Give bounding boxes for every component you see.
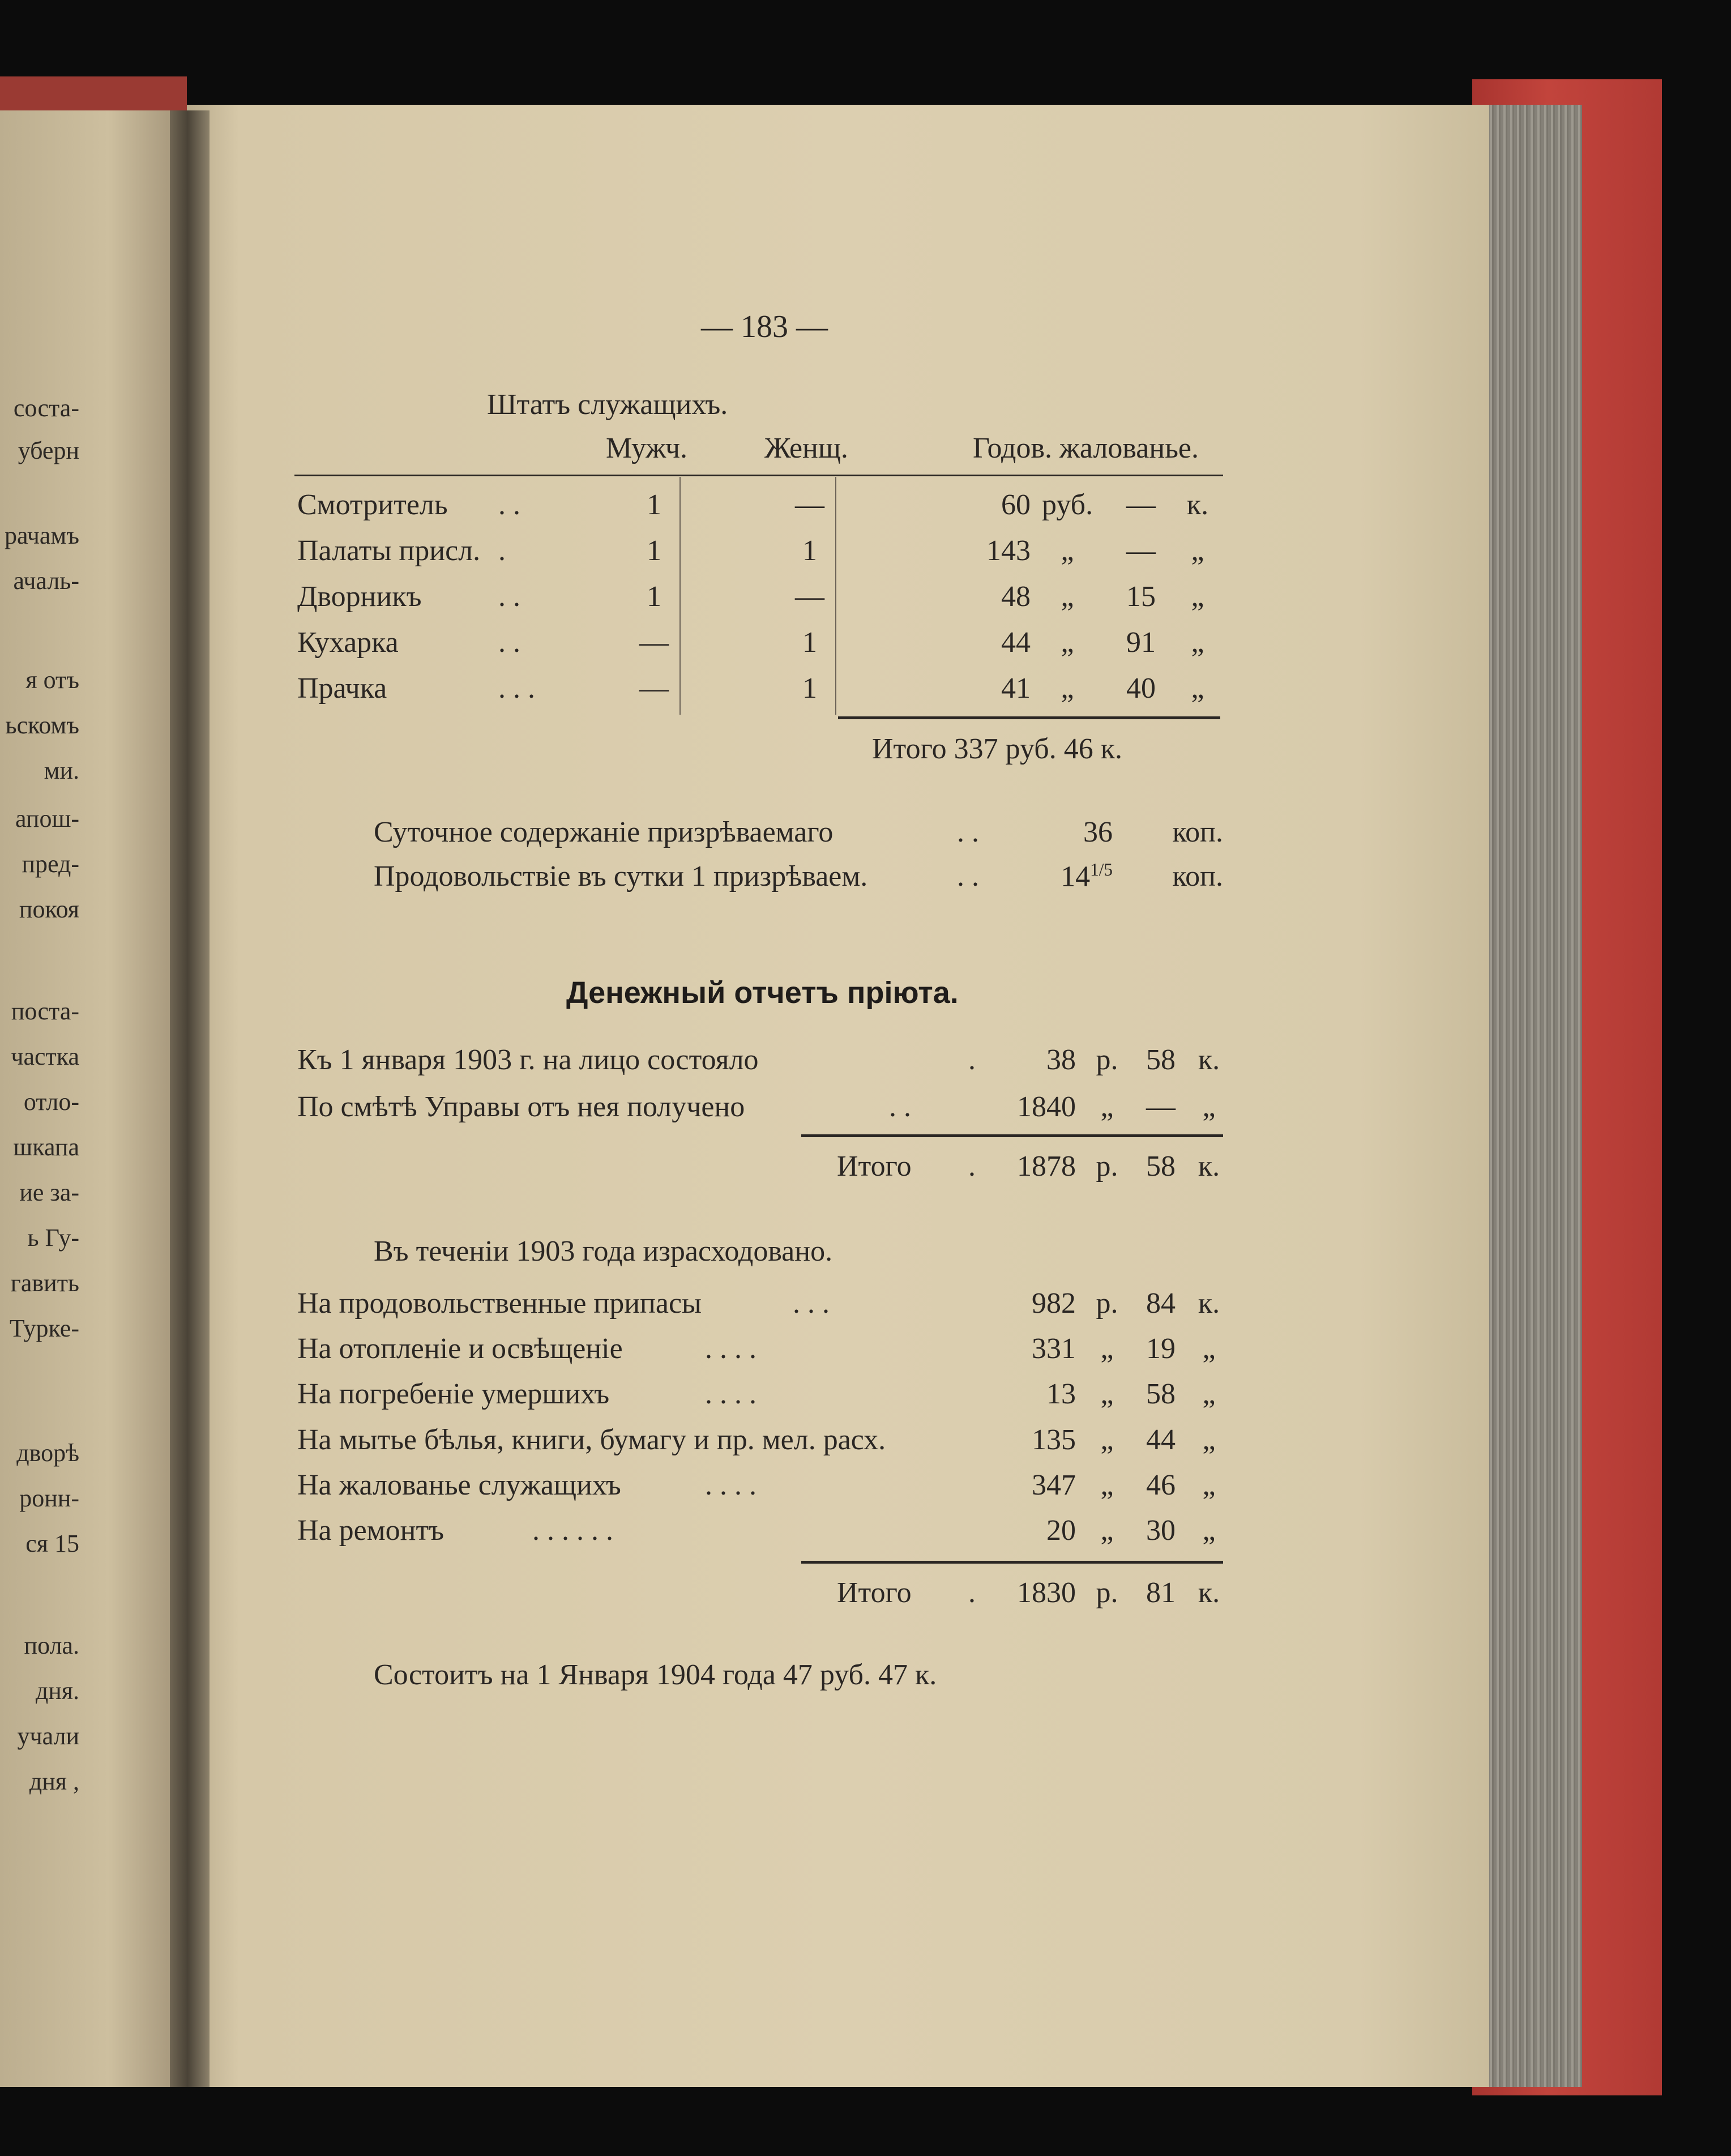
- left-page-line: дня ,: [29, 1768, 79, 1795]
- staff-col-salary: Годов. жалованье.: [973, 432, 1199, 464]
- staff-title: Штатъ служащихъ.: [487, 388, 728, 421]
- expense-row-kop-unit: „: [1202, 1514, 1216, 1547]
- staff-row-rub: 41: [1001, 672, 1031, 705]
- page-number: — 183 —: [701, 309, 828, 344]
- income-row-kop-unit: „: [1202, 1091, 1216, 1123]
- income-row-label: По смѣтѣ Управы отъ нея получено: [297, 1091, 745, 1123]
- staff-row-dots: .: [498, 535, 506, 567]
- staff-row-kop-unit: „: [1191, 535, 1204, 567]
- left-page-line: ачаль-: [13, 567, 79, 595]
- income-row-label: Къ 1 января 1903 г. на лицо состояло: [297, 1044, 759, 1076]
- expense-row-rub: 20: [1046, 1514, 1076, 1547]
- income-total-label: Итого: [837, 1150, 912, 1182]
- book-gutter: [170, 110, 210, 2087]
- left-page-line: дворѣ: [16, 1439, 79, 1467]
- left-page-line: ие за-: [19, 1179, 79, 1206]
- expense-row-rub: 331: [1032, 1333, 1076, 1365]
- staff-row-men: 1: [647, 580, 661, 613]
- expense-row-label: На погребеніе умершихъ: [297, 1378, 610, 1410]
- expense-total-label: Итого: [837, 1577, 912, 1609]
- income-row-kop-unit: к.: [1198, 1044, 1220, 1076]
- expense-row-kop: 84: [1146, 1287, 1176, 1320]
- staff-row-label: Кухарка: [297, 626, 399, 659]
- income-row-dots: . .: [889, 1091, 911, 1123]
- daily-value-fraction: 1/5: [1090, 860, 1113, 880]
- expense-total-rule: [801, 1561, 1223, 1564]
- expense-intro: Въ теченіи 1903 года израсходовано.: [374, 1235, 833, 1267]
- income-total-dot: .: [968, 1150, 976, 1182]
- expense-row-kop: 19: [1146, 1333, 1176, 1365]
- staff-row-kop-unit: „: [1191, 672, 1204, 705]
- staff-row-men: —: [639, 626, 669, 659]
- left-page-line: Турке-: [9, 1314, 79, 1342]
- expense-row-kop-unit: „: [1202, 1469, 1216, 1501]
- staff-row-kop: —: [1126, 535, 1156, 567]
- expense-row-dots: . . . .: [705, 1469, 756, 1501]
- staff-row-rub: 48: [1001, 580, 1031, 613]
- expense-row-kop-unit: к.: [1198, 1287, 1220, 1320]
- staff-row-kop-unit: к.: [1186, 489, 1209, 521]
- expense-row-rub: 347: [1032, 1469, 1076, 1501]
- left-page: [0, 110, 181, 2087]
- staff-row-rub: 44: [1001, 626, 1031, 659]
- left-page-line: соста-: [13, 394, 79, 422]
- left-page-line: пред-: [22, 850, 79, 878]
- left-page-line: ми.: [44, 757, 79, 784]
- daily-unit: коп.: [1172, 860, 1223, 893]
- expense-row-kop-unit: „: [1202, 1333, 1216, 1365]
- staff-row-men: 1: [647, 489, 661, 521]
- expense-row-kop: 58: [1146, 1378, 1176, 1410]
- staff-row-rub-unit: руб.: [1042, 489, 1093, 521]
- expense-row-rub: 135: [1032, 1424, 1076, 1456]
- income-total-rub: 1878: [1017, 1150, 1076, 1182]
- income-row-kop: 58: [1146, 1044, 1176, 1076]
- daily-value-number: 36: [1083, 816, 1113, 848]
- staff-row-rub-unit: „: [1061, 672, 1074, 705]
- left-page-line: уберн: [18, 437, 79, 464]
- staff-row-rub-unit: „: [1061, 580, 1074, 613]
- left-page-line: поста-: [11, 997, 79, 1025]
- left-page-line: дня.: [35, 1677, 79, 1705]
- income-total-rub-unit: р.: [1096, 1150, 1118, 1182]
- left-page-line: ьскомъ: [5, 711, 79, 739]
- expense-total-rub-unit: р.: [1096, 1577, 1118, 1609]
- left-page-line: пола.: [24, 1632, 79, 1659]
- expense-total-dot: .: [968, 1577, 976, 1609]
- staff-row-rub: 143: [986, 535, 1031, 567]
- expense-total-rub: 1830: [1017, 1577, 1076, 1609]
- expense-row-dots: . . . .: [705, 1378, 756, 1410]
- expense-row-rub-unit: „: [1100, 1378, 1114, 1410]
- staff-row-kop-unit: „: [1191, 580, 1204, 613]
- staff-row-rub-unit: „: [1061, 535, 1074, 567]
- left-page-line: ронн-: [19, 1484, 79, 1512]
- staff-row-label: Смотритель: [297, 489, 448, 521]
- expense-total-kop: 81: [1146, 1577, 1176, 1609]
- expense-row-rub-unit: „: [1100, 1469, 1114, 1501]
- income-total-rule: [801, 1134, 1223, 1137]
- staff-row-women: 1: [802, 626, 817, 659]
- income-row-rub: 38: [1046, 1044, 1076, 1076]
- daily-unit: коп.: [1172, 816, 1223, 848]
- left-page-line: апош-: [15, 805, 79, 832]
- expense-row-label: На продовольственные припасы: [297, 1287, 702, 1320]
- daily-dots: . .: [957, 860, 979, 893]
- income-total-kop-unit: к.: [1198, 1150, 1220, 1182]
- staff-row-women: 1: [802, 535, 817, 567]
- staff-row-men: 1: [647, 535, 661, 567]
- staff-row-rub: 60: [1001, 489, 1031, 521]
- left-page-line: рачамъ: [4, 522, 79, 549]
- staff-row-label: Палаты присл.: [297, 535, 481, 567]
- daily-value: [1042, 816, 1113, 849]
- left-page-line: я отъ: [25, 666, 79, 694]
- staff-row-dots: . .: [498, 626, 520, 659]
- staff-row-women: 1: [802, 672, 817, 705]
- expense-row-rub-unit: „: [1100, 1333, 1114, 1365]
- staff-row-kop: 15: [1126, 580, 1156, 613]
- book-cover-edge: [0, 76, 187, 110]
- left-page-line: покоя: [19, 895, 79, 923]
- left-page-line: гавить: [10, 1269, 79, 1297]
- income-row-rub-unit: „: [1100, 1091, 1114, 1123]
- staff-col-men: Мужч.: [606, 432, 688, 464]
- daily-value-number: 14: [1061, 860, 1091, 893]
- staff-row-women: —: [795, 489, 824, 521]
- staff-row-kop-unit: „: [1191, 626, 1204, 659]
- staff-row-label: Прачка: [297, 672, 387, 705]
- daily-label: Продовольствіе въ сутки 1 призрѣваем.: [374, 860, 868, 893]
- left-page-line: ь Гу-: [27, 1224, 79, 1252]
- page-edges: [1478, 105, 1582, 2087]
- expense-row-dots: . . .: [793, 1287, 830, 1320]
- expense-row-label: На ремонтъ: [297, 1514, 444, 1547]
- expense-row-dots: . . . .: [705, 1333, 756, 1365]
- expense-row-rub-unit: „: [1100, 1424, 1114, 1456]
- income-row-kop: —: [1146, 1091, 1176, 1123]
- expense-row-kop: 30: [1146, 1514, 1176, 1547]
- income-row-rub: 1840: [1017, 1091, 1076, 1123]
- staff-row-kop: —: [1126, 489, 1156, 521]
- staff-total: Итого 337 руб. 46 к.: [872, 733, 1122, 765]
- daily-label: Суточное содержаніе призрѣваемаго: [374, 816, 834, 848]
- expense-row-kop-unit: „: [1202, 1424, 1216, 1456]
- staff-row-dots: . . .: [498, 672, 535, 705]
- money-report-heading: Денежный отчетъ пріюта.: [566, 976, 959, 1010]
- left-page-line: ся 15: [25, 1530, 79, 1557]
- expense-total-kop-unit: к.: [1198, 1577, 1220, 1609]
- staff-row-dots: . .: [498, 489, 520, 521]
- expense-row-label: На жалованье служащихъ: [297, 1469, 621, 1501]
- expense-row-rub: 982: [1032, 1287, 1076, 1320]
- income-row-rub-unit: р.: [1096, 1044, 1118, 1076]
- expense-row-kop: 44: [1146, 1424, 1176, 1456]
- expense-row-rub: 13: [1046, 1378, 1076, 1410]
- expense-row-dots: . . . . . .: [532, 1514, 613, 1547]
- staff-total-rule: [838, 716, 1220, 719]
- income-row-dots: .: [968, 1044, 976, 1076]
- staff-row-kop: 91: [1126, 626, 1156, 659]
- left-page-line: отло-: [23, 1088, 79, 1116]
- expense-row-rub-unit: „: [1100, 1514, 1114, 1547]
- staff-header-rule: [294, 475, 1223, 476]
- staff-row-rub-unit: „: [1061, 626, 1074, 659]
- staff-col-women: Женщ.: [764, 432, 848, 464]
- expense-row-kop-unit: „: [1202, 1378, 1216, 1410]
- staff-row-women: —: [795, 580, 824, 613]
- staff-row-label: Дворникъ: [297, 580, 422, 613]
- expense-row-kop: 46: [1146, 1469, 1176, 1501]
- left-page-line: шкапа: [13, 1133, 79, 1161]
- left-page-line: частка: [11, 1043, 79, 1070]
- staff-row-kop: 40: [1126, 672, 1156, 705]
- left-page-line: учали: [17, 1722, 79, 1750]
- daily-dots: . .: [957, 816, 979, 848]
- staff-row-men: —: [639, 672, 669, 705]
- expense-row-label: На отопленіе и освѣщеніе: [297, 1333, 623, 1365]
- balance-line: Состоитъ на 1 Января 1904 года 47 руб. 47 к.: [374, 1659, 937, 1691]
- expense-row-label: На мытье бѣлья, книги, бумагу и пр. мел. расх.: [297, 1424, 886, 1456]
- income-total-kop: 58: [1146, 1150, 1176, 1182]
- expense-row-rub-unit: р.: [1096, 1287, 1118, 1320]
- staff-row-dots: . .: [498, 580, 520, 613]
- daily-value: [1042, 860, 1113, 893]
